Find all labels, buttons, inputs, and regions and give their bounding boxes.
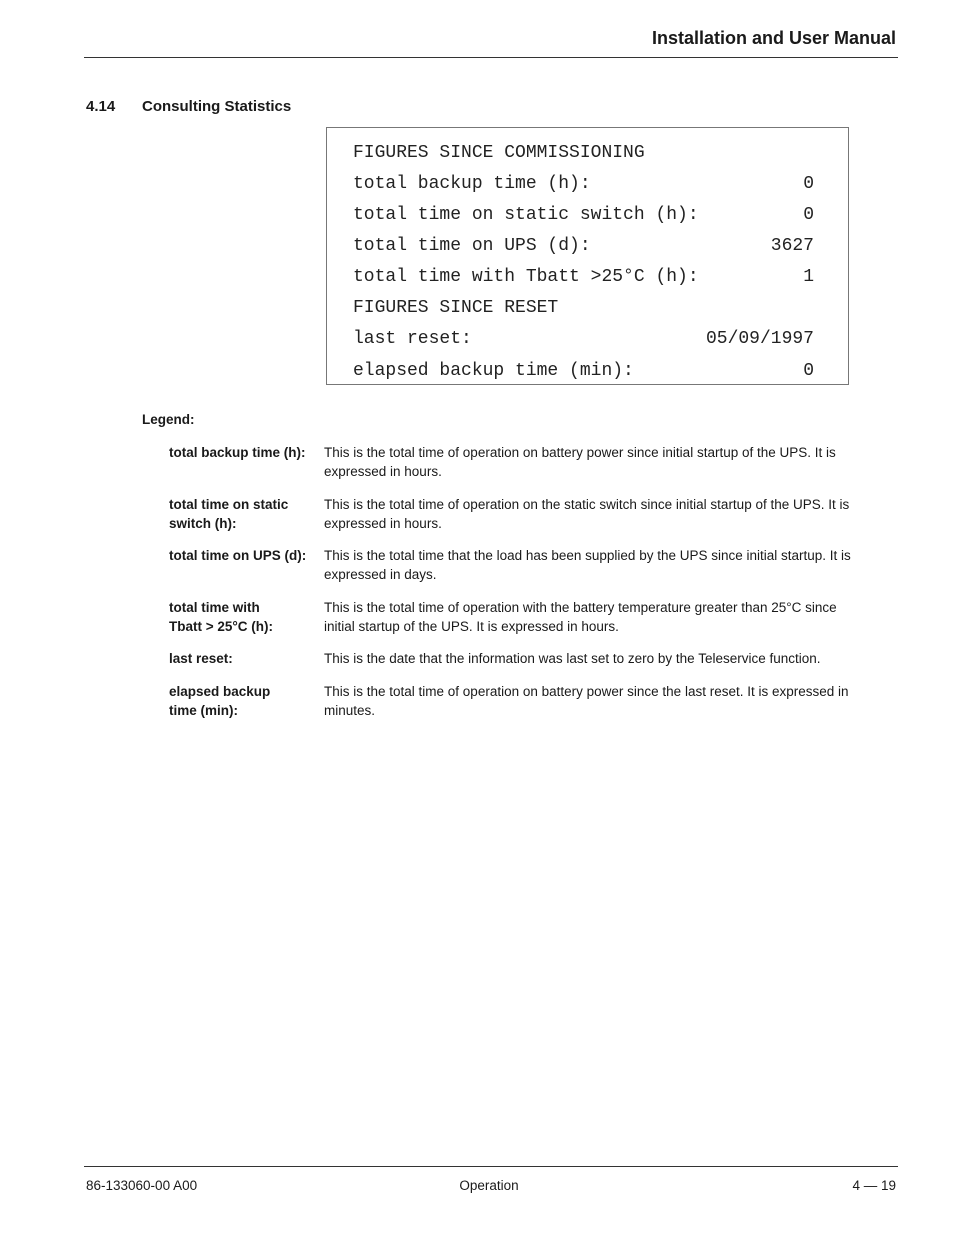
display-line [353,203,814,227]
display-line [353,327,814,351]
section-heading [86,98,291,115]
legend-description: This is the total time of operation on the static switch since initial startup of the UPS. It is expressed in hours. [324,497,850,531]
display-line [353,234,814,258]
legend-term: total time on UPS (d): [169,548,307,563]
display-value: 0 [803,361,814,381]
display-line [353,359,814,383]
section-title: Consulting Statistics [142,98,292,115]
display-label: total backup time (h): [353,174,591,194]
legend-term: total time with Tbatt > 25°C (h): [169,600,274,634]
section-number: 4.14 [86,98,116,115]
display-label: total time on static switch (h): [353,205,699,225]
display-value: 3627 [770,236,814,256]
display-value: 05/09/1997 [705,329,814,349]
display-value: 0 [803,174,814,194]
display-value: 0 [803,205,814,225]
display-label: last reset: [353,329,472,349]
footer-rule [84,1166,898,1167]
display-label: FIGURES SINCE RESET [353,298,559,318]
legend-description: This is the total time that the load has been supplied by the UPS since initial startup. It is expressed in days. [324,548,851,582]
header-rule [84,57,898,58]
display-label: total time with Tbatt >25°C (h): [353,267,699,287]
legend-description: This is the total time of operation on battery power since the last reset. It is expressed in minutes. [324,684,849,718]
display-value: 1 [803,267,814,287]
manual-title: Installation and User Manual [651,28,896,48]
chapter-name: Operation [459,1178,519,1193]
display-line [353,172,814,196]
legend-description: This is the total time of operation with the battery temperature greater than 25°C since initial startup of the UPS. It is expressed in hours. [324,600,837,634]
display-line [353,265,814,289]
display-line [353,296,814,320]
legend-description: This is the total time of operation on battery power since initial startup of the UPS. It is expressed in hours. [324,445,836,479]
statistics-display [326,127,849,385]
legend-term: last reset: [169,651,233,666]
legend-term: total backup time (h): [169,445,306,460]
display-line [353,141,814,165]
legend-term: total time on static switch (h): [169,497,289,531]
display-label: elapsed backup time (min): [353,361,634,381]
legend-description: This is the date that the information was last set to zero by the Teleservice function. [324,651,821,666]
page-number: 4 — 19 [852,1178,896,1193]
display-label: FIGURES SINCE COMMISSIONING [353,143,645,163]
legend-term: elapsed backup time (min): [169,684,271,718]
document-number: 86-133060-00 A00 [86,1178,198,1193]
legend-heading: Legend: [142,412,195,427]
display-label: total time on UPS (d): [353,236,591,256]
